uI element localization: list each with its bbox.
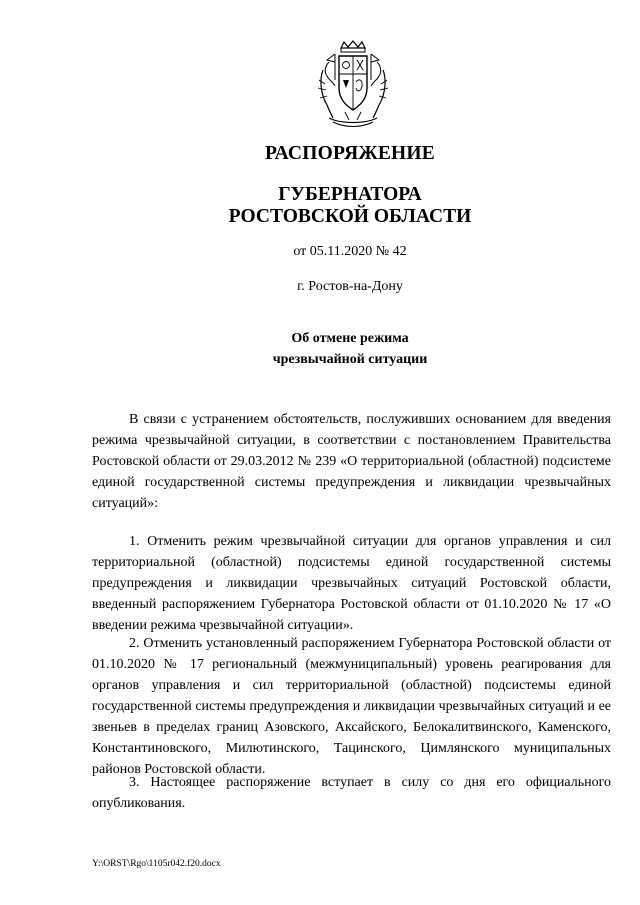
- intro-paragraph: В связи с устранением обстоятельств, послуживших основанием для введения режима чрезвычайной ситуации, в соответствии с постановлением Правительства Ростовской области от 29.03.2012 № 239 «О территориальной (областной) подсистеме единой государственной системы предупреждения и ликвидации чрезвычайных ситуаций»:: [92, 412, 611, 511]
- clause-3-paragraph: 3. Настоящее распоряжение вступает в силу со дня его официального опубликования.: [92, 775, 611, 811]
- clause-2-paragraph: 2. Отменить установленный распоряжением Губернатора Ростовской области от 01.10.2020 № 17 региональный (межмуниципальный) уровень реагирования для органов управления и сил территориальной (областной) подсистемы единой государственной системы предупреждения и ликвидации чрезвычайных ситуаций и ее звеньев в пределах границ Азовского, Аксайского, Белокалитвинского, Каменского, Константиновского, Милютинского, Тацинского, Цимлянского муниципальных районов Ростовской области.: [92, 636, 611, 777]
- document-city: г. Ростов-на-Дону: [297, 279, 403, 294]
- document-type-title: РАСПОРЯЖЕНИЕ: [265, 143, 435, 164]
- coat-of-arms-icon: [315, 40, 391, 130]
- file-path-footer: Y:\ORST\Rgo\1105r042.f20.docx: [92, 859, 221, 869]
- document-subject-line2: чрезвычайной ситуации: [272, 352, 428, 367]
- issuer-title-line1: ГУБЕРНАТОРА: [278, 184, 422, 205]
- clause-1-paragraph: 1. Отменить режим чрезвычайной ситуации для органов управления и сил территориальной (областной) подсистемы единой государственной системы предупреждения и ликвидации чрезвычайных ситуаций Ростовской области, введенный распоряжением Губернатора Ростовской области от 01.10.2020 № 17 «О введении режима чрезвычайной ситуации».: [92, 534, 611, 633]
- document-date-number: от 05.11.2020 № 42: [293, 244, 407, 259]
- issuer-title-line2: РОСТОВСКОЙ ОБЛАСТИ: [228, 206, 472, 227]
- document-subject-line1: Об отмене режима: [291, 331, 409, 346]
